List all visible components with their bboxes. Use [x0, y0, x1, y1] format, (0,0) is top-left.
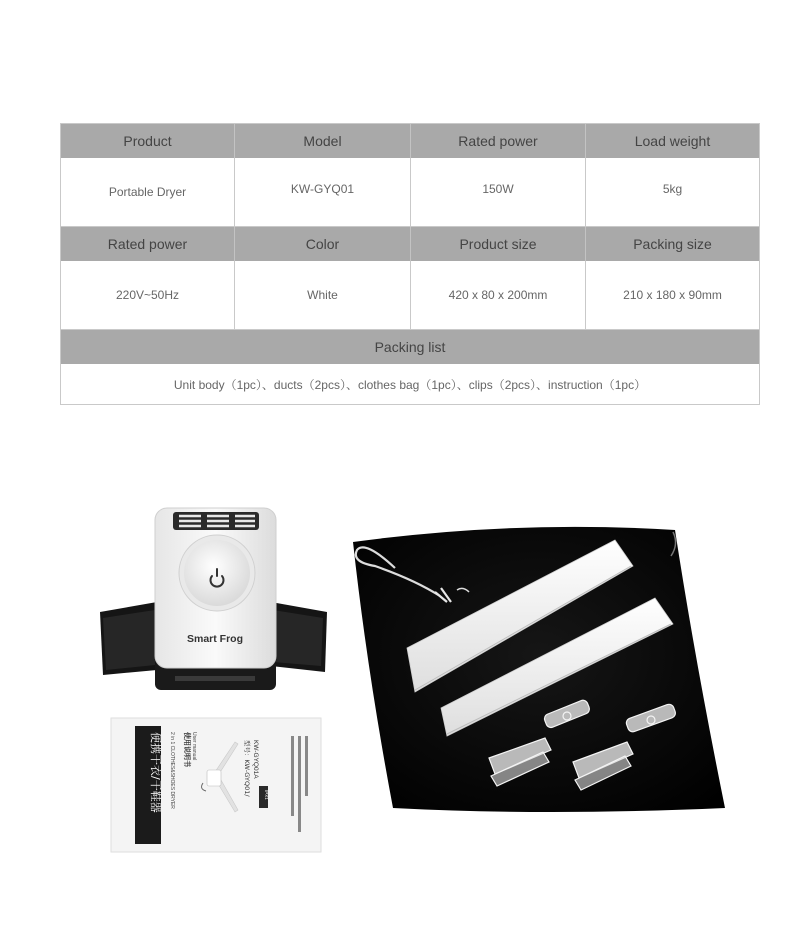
packing-list-header: Packing list — [374, 339, 446, 355]
product-photo — [95, 500, 735, 860]
header-cell: Color — [235, 227, 411, 261]
packing-header-row — [61, 330, 759, 364]
brand-logo: Smart Frog — [186, 633, 244, 645]
table-row — [61, 261, 759, 330]
manual-subtitle: 2 in 1 CLOTHES&SHOES DRYER — [169, 732, 175, 809]
header-cell: Packing size — [633, 236, 712, 252]
manual-model-label: 型号：KW-GYQ01/ — [243, 740, 251, 797]
table-cell: 220V~50Hz — [61, 261, 235, 329]
table-cell: 210 x 180 x 90mm — [623, 288, 722, 302]
table-cell: 150W — [411, 158, 586, 226]
dryer-unit — [100, 508, 327, 690]
table-cell: 420 x 80 x 200mm — [411, 261, 586, 329]
manual-title: 便携干衣/干鞋器 — [149, 732, 162, 813]
header-cell: Product — [61, 124, 235, 158]
manual-model-2: KW-GYQ01A — [252, 740, 259, 779]
manual-badge: IPX1 — [264, 790, 269, 800]
table-cell: 5kg — [662, 182, 683, 196]
header-cell: Load weight — [634, 133, 711, 149]
header-cell: Product size — [411, 227, 586, 261]
header-cell: Rated power — [411, 124, 586, 158]
table-cell: White — [235, 261, 411, 329]
table-cell: KW-GYQ01 — [235, 158, 411, 226]
instruction-manual — [111, 718, 321, 852]
manual-user-en: User manual — [191, 732, 197, 761]
table-row — [61, 158, 759, 227]
packing-list-value: Unit body（1pc）、ducts（2pcs）、clothes bag（1pc）、clips（2pcs）、instruction（1pc） — [173, 377, 647, 392]
packing-list-row — [61, 364, 759, 404]
header-cell: Rated power — [61, 227, 235, 261]
manual-user-label: 使用说明书 — [183, 732, 191, 767]
table-cell: Portable Dryer — [61, 158, 235, 226]
header-cell: Model — [235, 124, 411, 158]
table-header-row — [61, 124, 759, 158]
spec-table — [60, 123, 760, 405]
table-header-row — [61, 227, 759, 261]
